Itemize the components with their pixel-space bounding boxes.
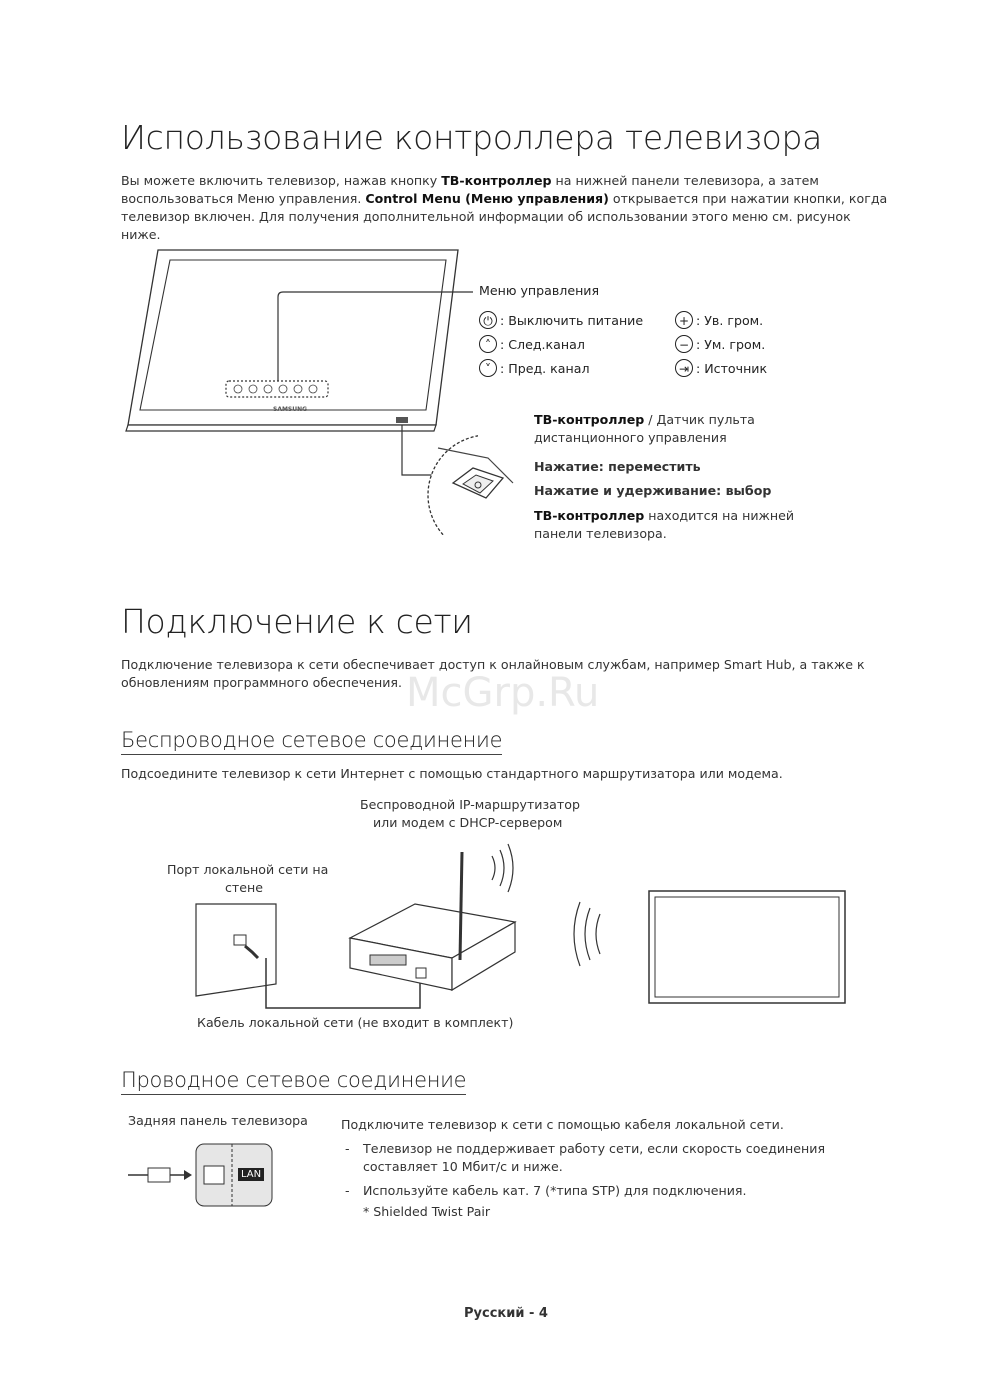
- network-intro: Подключение телевизора к сети обеспечивает доступ к онлайновым службам, например Smart Hub, а также к обновлениям программного обеспечения.: [121, 657, 865, 690]
- tv-brand-logo: SAMSUNG: [273, 406, 308, 413]
- controller-intro: Вы можете включить телевизор, нажав кнопку ТВ-контроллер на нижней панели телевизора, а затем воспользоваться Меню управления. Control Menu (Меню управления) открывается при нажатии кнопки, когда телевизор включен. Для получения дополнительной информации об использовании этого меню см. рисунок ниже.: [121, 173, 888, 242]
- press-move-note: Нажатие: переместить: [534, 459, 701, 474]
- chevron-down-icon: ˅: [479, 359, 497, 377]
- wall-port-label-line2: стене: [225, 880, 263, 895]
- wired-text: Подключите телевизор к сети с помощью кабеля локальной сети.: [341, 1117, 784, 1132]
- controller-zoom-detail: [428, 438, 528, 528]
- legend-prev-channel: ˅ : Пред. канал: [479, 359, 590, 377]
- wireless-text: Подсоедините телевизор к сети Интернет с помощью стандартного маршрутизатора или модема.: [121, 766, 783, 781]
- legend-next-channel: ˄ : След.канал: [479, 335, 585, 353]
- control-menu-label: Меню управления: [479, 283, 600, 298]
- footnote-stp: * Shielded Twist Pair: [363, 1204, 491, 1219]
- list-item: - Телевизор не поддерживает работу сети, если скорость соединения составляет 10 Мбит/с и ниже.: [341, 1140, 871, 1176]
- lan-port-badge: LAN: [238, 1168, 264, 1181]
- controller-location-note: ТВ-контроллер находится на нижней панели телевизора.: [534, 508, 795, 541]
- page-number: Русский - 4: [464, 1306, 548, 1321]
- section-title-wired: Проводное сетевое соединение: [121, 1068, 466, 1092]
- chevron-up-icon: ˄: [479, 335, 497, 353]
- section-title-controller: Использование контроллера телевизора: [121, 118, 823, 157]
- router-label-line1: Беспроводной IP-маршрутизатор: [360, 797, 580, 812]
- wireless-diagram: [190, 840, 850, 1020]
- lan-cable-label: Кабель локальной сети (не входит в комплект): [197, 1015, 514, 1030]
- wired-notes: [341, 1140, 871, 1206]
- legend-volume-up: + : Ув. гром.: [675, 311, 763, 329]
- back-panel-label: Задняя панель телевизора: [128, 1113, 308, 1128]
- section-title-wireless: Беспроводное сетевое соединение: [121, 728, 502, 752]
- legend-power: ⏻ : Выключить питание: [479, 311, 643, 329]
- watermark: McGrp.Ru: [406, 670, 600, 716]
- source-icon: ⇥: [675, 359, 693, 377]
- plus-icon: +: [675, 311, 693, 329]
- controller-sensor-note: ТВ-контроллер / Датчик пульта дистанционного управления: [534, 412, 755, 445]
- wall-lan-port: [234, 935, 246, 945]
- tv-controller-illustration: [118, 245, 478, 535]
- section-title-network: Подключение к сети: [121, 602, 473, 641]
- press-hold-note: Нажатие и удерживание: выбор: [534, 483, 772, 498]
- tv-controller-button: [396, 417, 408, 423]
- list-item: - Используйте кабель кат. 7 (*типа STP) для подключения.: [341, 1182, 871, 1200]
- wall-panel: [196, 904, 276, 996]
- tv-lan-port: [204, 1166, 224, 1184]
- router-icon: [350, 852, 515, 990]
- power-icon: ⏻: [479, 311, 497, 329]
- lan-plug-icon: [148, 1168, 170, 1182]
- legend-volume-down: − : Ум. гром.: [675, 335, 765, 353]
- minus-icon: −: [675, 335, 693, 353]
- wall-port-label-line1: Порт локальной сети на: [167, 862, 329, 877]
- legend-source: ⇥ : Источник: [675, 359, 767, 377]
- router-label-line2: или модем с DHCP-сервером: [373, 815, 563, 830]
